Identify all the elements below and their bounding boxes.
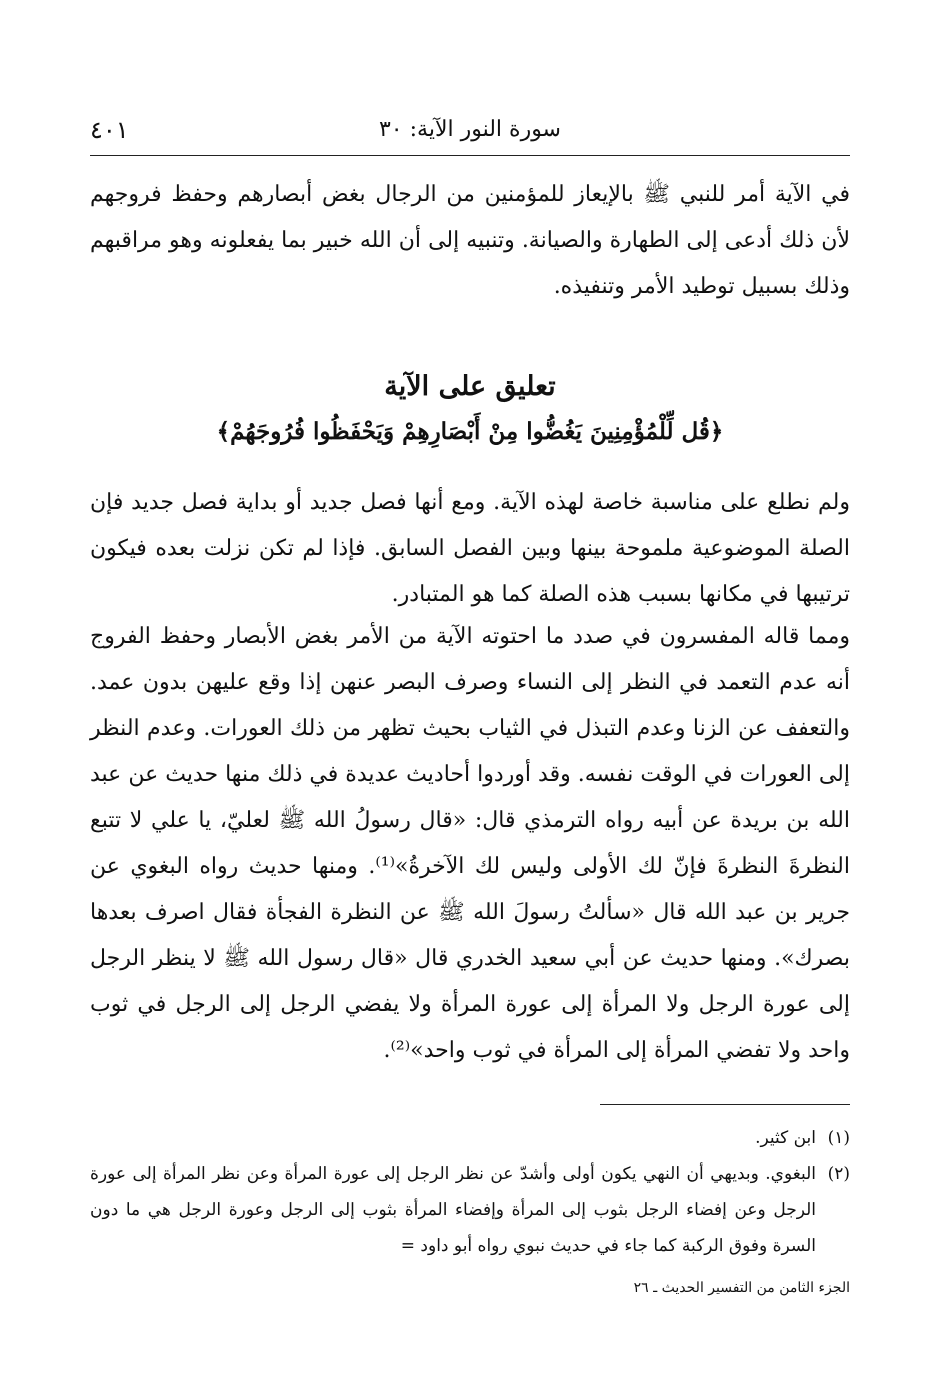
section-heading: تعليق على الآية <box>384 371 556 402</box>
footnotes <box>90 1120 850 1264</box>
book-page <box>90 0 850 1381</box>
footnote-divider <box>600 1104 850 1105</box>
header-divider <box>90 155 850 156</box>
intro-paragraph: في الآية أمر للنبي ﷺ بالإيعاز للمؤمنين من الرجال بغض أبصارهم وحفظ فروجهم لأن ذلك أدعى إلى الطهارة والصيانة. وتنبيه إلى أن الله خبير بما يفعلونه وهو مراقبهم وذلك بسبيل توطيد الأمر وتنفيذه. <box>90 182 850 299</box>
running-header <box>90 110 850 150</box>
body-paragraph-2: ومما قاله المفسرون في صدد ما احتوته الآية من الأمر بغض الأبصار وحفظ الفروج أنه عدم التعمد في النظر إلى النساء وصرف البصر عنهن إذا وقع عليهن بدون عمد. والتعفف عن الزنا وعدم التبذل في الثياب بحيث تظهر من ذلك العورات. وعدم النظر إلى العورات في الوقت نفسه. وقد أوردوا أحاديث عديدة في ذلك منها حديث عن عبد الله بن بريدة عن أبيه رواه الترمذي قال: «قال رسولُ الله ﷺ لعليّ، يا علي لا تتبع النظرةَ النظرةَ فإنّ لك الأولى وليس لك الآخرةُ»⁽¹⁾. ومنها حديث رواه البغوي عن جرير بن عبد الله قال «سألتُ رسولَ الله ﷺ عن النظرة الفجأة فقال اصرف بعدها بصرك». ومنها حديث عن أبي سعيد الخدري قال «قال رسول الله ﷺ لا ينظر الرجل إلى عورة الرجل ولا المرأة إلى عورة المرأة ولا يفضي الرجل إلى الرجل في ثوب واحد ولا تفضي المرأة إلى المرأة في ثوب واحد»⁽²⁾. <box>90 624 850 1063</box>
body-paragraph-1: ولم نطلع على مناسبة خاصة لهذه الآية. ومع أنها فصل جديد أو بداية فصل جديد فإن الصلة الموضوعية ملموحة بينها وبين الفصل السابق. فإذا لم تكن نزلت بعده فيكون ترتيبها في مكانها بسبب هذه الصلة كما هو المتبادر. <box>90 490 850 607</box>
header-title: سورة النور الآية: ٣٠ <box>378 117 561 142</box>
page-number: ٤٠١ <box>90 116 129 144</box>
footnote-text: البغوي. وبديهي أن النهي يكون أولى وأشدّ عن نظر الرجل إلى عورة المرأة وعن نظر المرأة إلى عورة الرجل وعن إفضاء الرجل بثوب إلى المرأة وإفضاء المرأة بثوب إلى الرجل وعورة الرجل هي ما دون السرة وفوق الركبة كما جاء في حديث نبوي رواه أبو داود = <box>90 1164 816 1256</box>
footnote-marker: (٢) <box>827 1164 850 1184</box>
footnote-text: ابن كثير. <box>755 1128 816 1148</box>
footnote-2 <box>90 1156 850 1264</box>
quran-verse: ﴿قُل لِّلْمُؤْمِنِينَ يَغُضُّوا مِنْ أَبْصَارِهِمْ وَيَحْفَظُوا فُرُوجَهُمْ﴾ <box>216 418 724 445</box>
footnote-marker: (١) <box>827 1128 850 1148</box>
volume-signature: الجزء الثامن من التفسير الحديث ـ ٢٦ <box>633 1280 850 1296</box>
footnote-1 <box>90 1120 850 1156</box>
